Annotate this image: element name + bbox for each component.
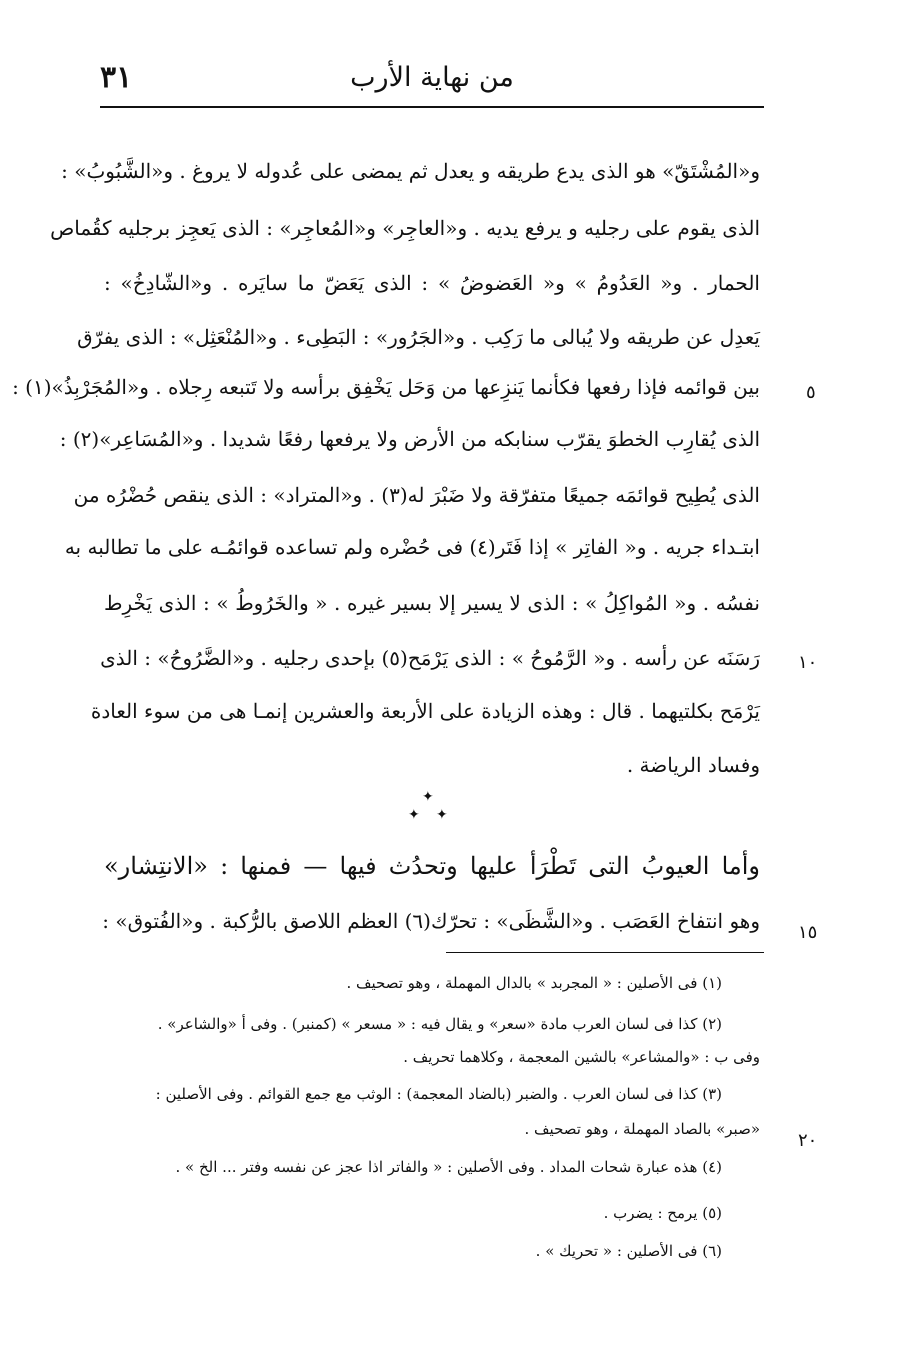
body-line: يَعدِل عن طريقه ولا يُبالى ما رَكِب . و«الجَرُور» : البَطِىء . و«المُنْعَثِل» : الذى يفرّق [77, 325, 760, 349]
ornament-star: ✦ [408, 807, 420, 823]
body-line: ابتـداء جريه . و« الفاتِر » إذا فَتَر(٤) فى حُضْره ولم تساعده قوائمُـه على ما تطالبه به [64, 535, 760, 559]
body-line: و«المُشْتَقّ» هو الذى يدع طريقه و يعدل ثم يمضى على عُدوله لا يروغ . و«الشَّبُوبُ» : [61, 159, 760, 183]
footnote-rule [446, 952, 764, 953]
body-line: الذى يُطِيح قوائمَه جميعًا متفرّقة ولا ضَبْرَ له(٣) . و«المتراد» : الذى ينقص حُضْرُه من [73, 483, 760, 507]
margin-line-number: ١٠ [798, 652, 818, 673]
header-rule [100, 106, 764, 108]
section-heading-line: وأما العيوبُ التى تَطْرَأ عليها وتحدُث فيها — فمنها : «الانتِشار» [104, 852, 760, 880]
footnote: (١) فى الأصلين : « المجربد » بالدال المهملة ، وهو تصحيف . [346, 974, 722, 992]
body-line: الحمار . و« العَدُومُ » و« العَضوضُ » : الذى يَعَضّ ما سايَره . و«الشّادِخُ» : [104, 271, 760, 295]
section-ornament [400, 790, 460, 830]
margin-line-number: ٥ [806, 382, 816, 403]
footnote: (٢) كذا فى لسان العرب مادة «سعر» و يقال فيه : « مسعر » (كمنبر) . وفى أ «والشاعر» . [157, 1015, 722, 1033]
body-line: وفساد الرياضة . [626, 753, 760, 777]
body-line: يَرْمَح بكلتيهما . قال : وهذه الزيادة على الأربعة والعشرين إنمـا هى من سوء العادة [90, 699, 760, 723]
page-number: ٣١ [100, 60, 133, 95]
footnote: «صبر» بالصاد المهملة ، وهو تصحيف . [524, 1120, 760, 1138]
ornament-star: ✦ [422, 789, 434, 805]
margin-line-number: ٢٠ [798, 1130, 818, 1151]
body-line: رَسَنَه عن رأسه . و« الرَّمُوحُ » : الذى يَرْمَح(٥) بإحدى رجليه . و«الضَّرُوحُ» : الذى [100, 646, 760, 670]
margin-line-number: ١٥ [798, 922, 818, 943]
footnote: (٦) فى الأصلين : « تحريك » . [535, 1242, 722, 1260]
body-line: نفسُه . و« المُواكِلُ » : الذى لا يسير إلا بسير غيره . « والخَرُوطُ » : الذى يَخْرِط [104, 591, 760, 615]
ornament-star: ✦ [436, 807, 448, 823]
footnote: (٣) كذا فى لسان العرب . والضبر (بالضاد المعجمة) : الوثب مع جمع القوائم . وفى الأصلين : [155, 1085, 722, 1103]
body-line: الذى يقوم على رجليه و يرفع يديه . و«العاجِر» و«المُعاجِر» : الذى يَعجِز برجليه كقُماص [50, 216, 760, 240]
footnote: (٤) هذه عبارة شحات المداد . وفى الأصلين : « والفاتر اذا عجز عن نفسه وفتر ... الخ » . [175, 1158, 722, 1176]
page-header [100, 58, 764, 104]
body-line: وهو انتفاخ العَصَب . و«الشَّظَى» : تحرّك(٦) العظم اللاصق بالرُّكبة . و«الفُتوق» : [102, 909, 760, 933]
footnote: (٥) يرمح : يضرب . [603, 1204, 722, 1222]
running-title: من نهاية الأرب [350, 62, 514, 93]
body-line: بين قوائمه فإذا رفعها فكأنما يَنزِعها من وَحَل يَخْفِق برأسه ولا تَتبعه رِجلاه . و«المُجَرْبِذُ»(١) : [12, 375, 760, 399]
footnote: وفى ب : «والمشاعر» بالشين المعجمة ، وكلاهما تحريف . [403, 1048, 760, 1066]
body-line: الذى يُقارِب الخطوَ يقرّب سنابكه من الأرض ولا يرفعها رفعًا شديدا . و«المُسَاعِر»(٢) : [59, 427, 760, 451]
